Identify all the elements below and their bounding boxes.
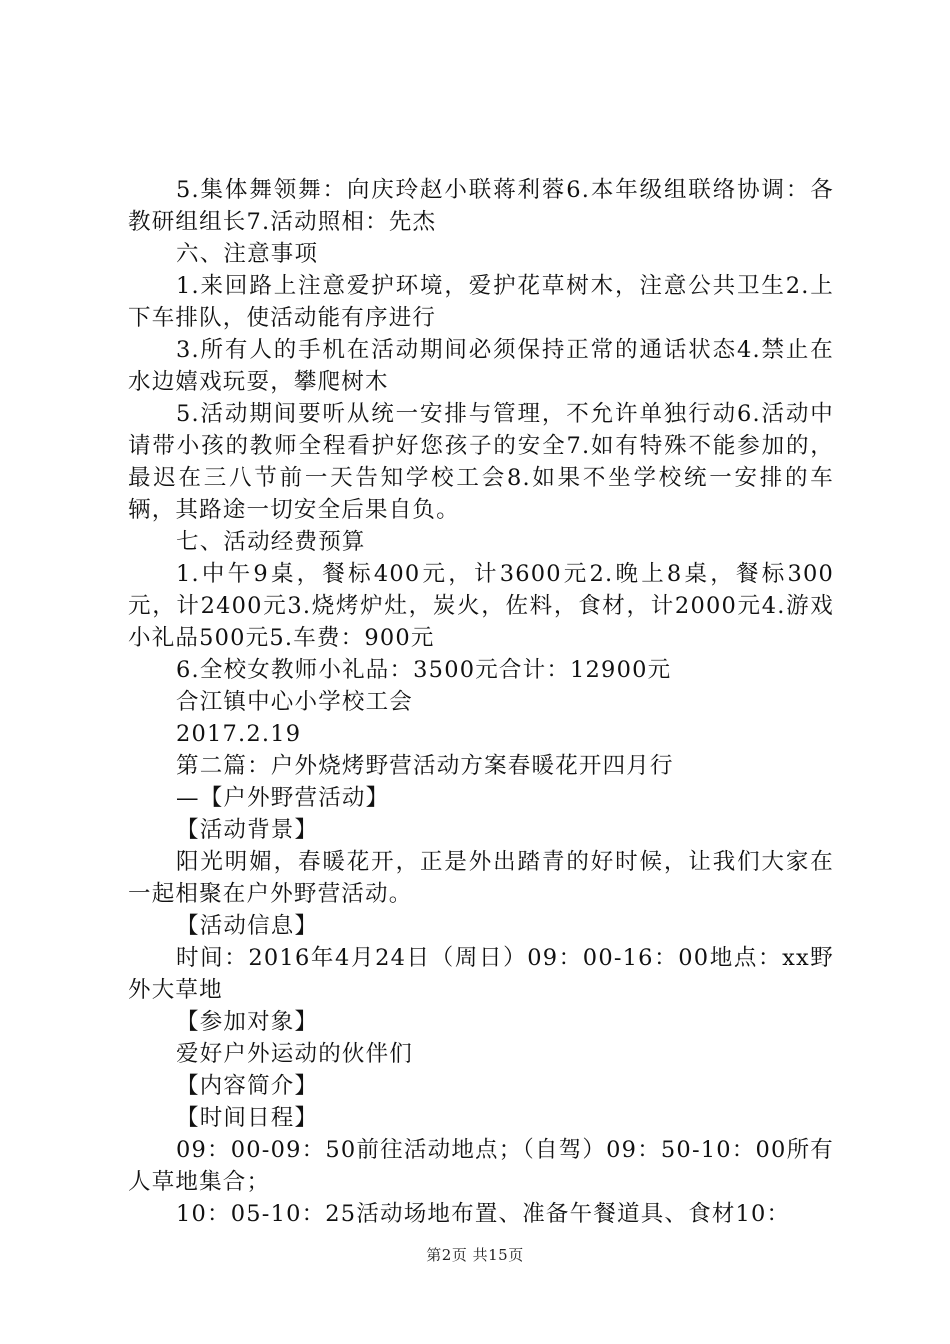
page-number-label: 第2页 共15页 (426, 1246, 524, 1264)
paragraph: 爱好户外运动的伙伴们 (176, 1041, 414, 1067)
paragraph: 阳光明媚，春暖花开，正是外出踏青的好时候，让我们大家在一起相聚在户外野营活动。 (128, 849, 834, 907)
paragraph: 6.全校女教师小礼品：3500元合计：12900元 (176, 657, 672, 683)
bracket-heading: 【时间日程】 (176, 1105, 319, 1131)
paragraph: 5.集体舞领舞：向庆玲赵小联蒋利蓉6.本年级组联络协调：各教研组组长7.活动照相：先杰 (128, 177, 834, 235)
section-heading: 六、注意事项 (176, 241, 319, 267)
bracket-heading: 【活动信息】 (176, 913, 319, 939)
section-heading: 七、活动经费预算 (176, 529, 366, 555)
paragraph: 10：05-10：25活动场地布置、准备午餐道具、食材10： (176, 1201, 791, 1227)
paragraph: 时间：2016年4月24日（周日）09：00-16：00地点：xx野外大草地 (128, 945, 834, 1003)
signature-date: 2017.2.19 (176, 721, 302, 747)
paragraph: 09：00-09：50前往活动地点；（自驾）09：50-10：00所有人草地集合； (128, 1137, 834, 1195)
signature-organization: 合江镇中心小学校工会 (176, 689, 414, 715)
bracket-heading: 【内容简介】 (176, 1073, 319, 1099)
section-subtitle: —【户外野营活动】 (176, 785, 390, 811)
bracket-heading: 【活动背景】 (176, 817, 319, 843)
paragraph: 5.活动期间要听从统一安排与管理，不允许单独行动6.活动中请带小孩的教师全程看护好您孩子的安全7.如有特殊不能参加的，最迟在三八节前一天告知学校工会8.如果不坐学校统一安排的车辆，其路途一切安全后果自负。 (128, 401, 834, 523)
section-title: 第二篇：户外烧烤野营活动方案春暖花开四月行 (176, 753, 674, 779)
paragraph: 3.所有人的手机在活动期间必须保持正常的通话状态4.禁止在水边嬉戏玩耍，攀爬树木 (128, 337, 834, 395)
bracket-heading: 【参加对象】 (176, 1009, 319, 1035)
page-footer (0, 1244, 950, 1265)
paragraph: 1.来回路上注意爱护环境，爱护花草树木，注意公共卫生2.上下车排队，使活动能有序进行 (128, 273, 834, 331)
document-body (128, 174, 834, 1230)
paragraph: 1.中午9桌，餐标400元，计3600元2.晚上8桌，餐标300元，计2400元3.烧烤炉灶，炭火，佐料，食材，计2000元4.游戏小礼品500元5.车费：900元 (128, 561, 834, 651)
